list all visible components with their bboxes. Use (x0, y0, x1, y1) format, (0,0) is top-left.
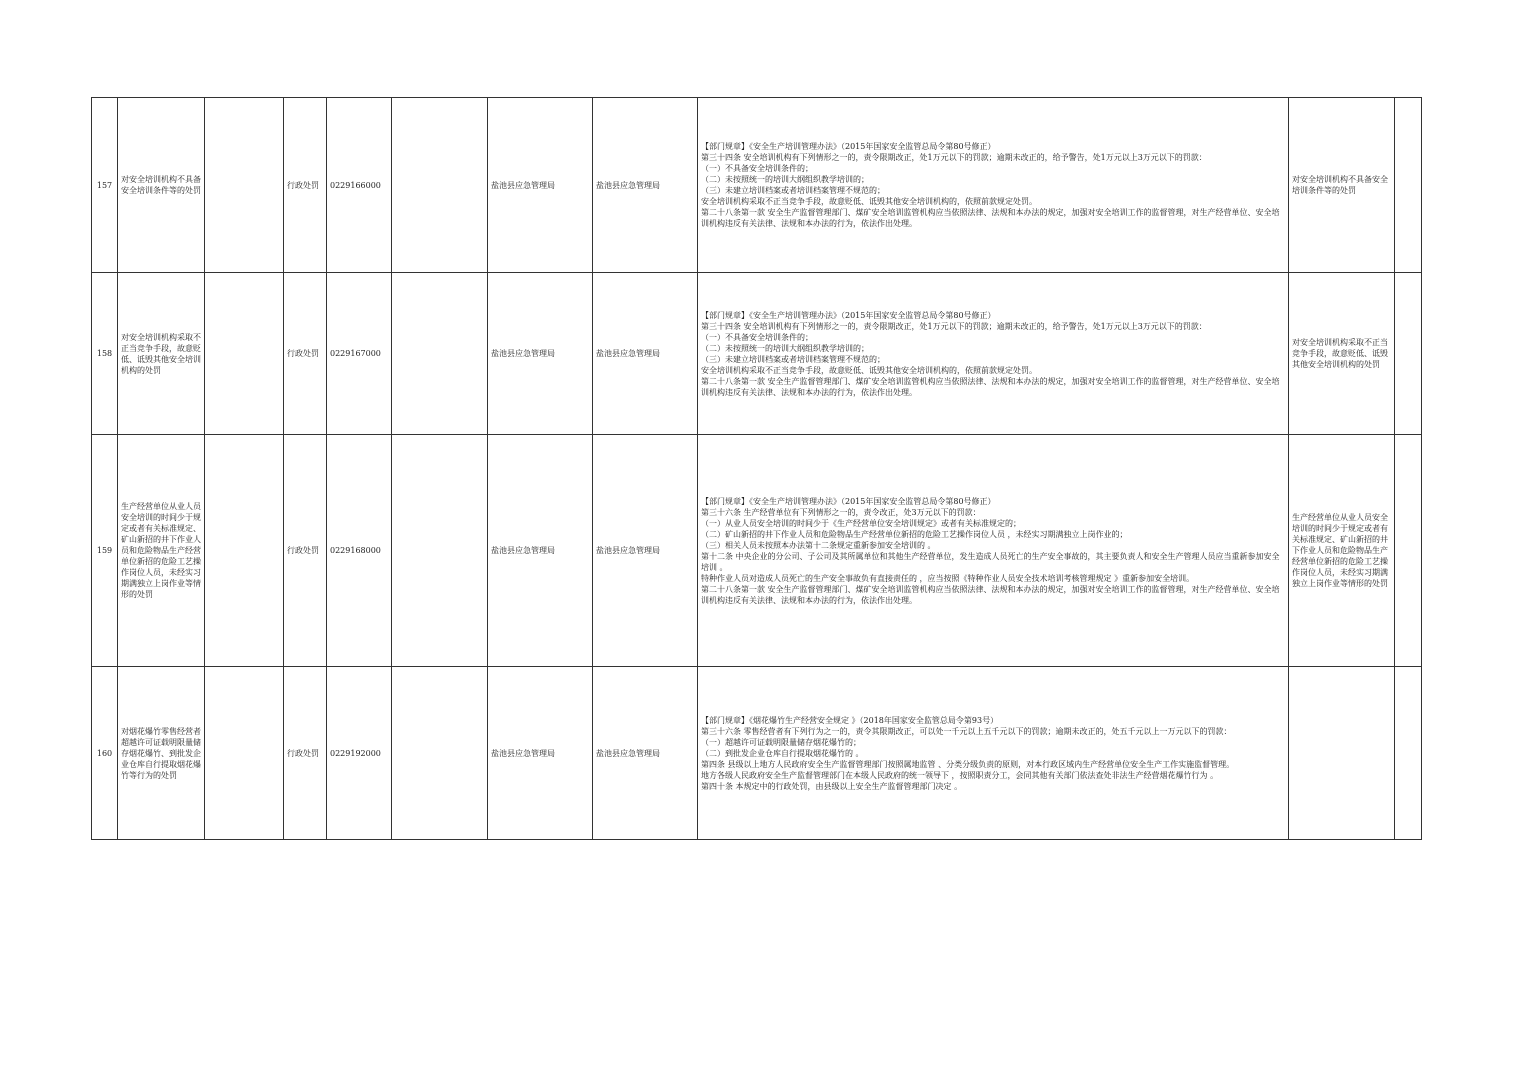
department-cell: 盐池县应急管理局 (488, 98, 593, 273)
empty-cell (205, 435, 284, 667)
item-name-cell: 对烟花爆竹零售经营者超越许可证载明限量储存烟花爆竹、到批发企业仓库自行提取烟花爆竹等行为的处罚 (118, 667, 205, 840)
code-cell: 0229167000 (327, 273, 392, 435)
table-row (92, 98, 1422, 273)
legal-basis-line: 【部门规章】《安全生产培训管理办法》（2015年国家安全监管总局令第80号修正） (701, 496, 996, 506)
item-name-cell: 对安全培训机构采取不正当竞争手段，故意贬低、诋毁其他安全培训机构的处罚 (118, 273, 205, 435)
department-cell: 盐池县应急管理局 (488, 273, 593, 435)
legal-basis-line: （三）相关人员未按照本办法第十二条规定重新参加安全培训的 。 (701, 540, 936, 550)
legal-basis-line: 第三十四条 安全培训机构有下列情形之一的，责令限期改正，处1万元以下的罚款；逾期未改正的，给予警告，处1万元以上3万元以下的罚款： (701, 153, 1207, 162)
legal-basis-line: 第四十条 本规定中的行政处罚，由县级以上安全生产监督管理部门决定 。 (701, 781, 963, 791)
row-number-cell: 159 (92, 435, 118, 667)
legal-basis-line: 第三十四条 安全培训机构有下列情形之一的，责令限期改正，处1万元以下的罚款；逾期未改正的，给予警告，处1万元以上3万元以下的罚款： (701, 321, 1207, 331)
row-number-cell: 158 (92, 273, 118, 435)
code-cell: 0229168000 (327, 435, 392, 667)
empty-cell (205, 98, 284, 273)
code-cell: 0229192000 (327, 667, 392, 840)
type-cell: 行政处罚 (284, 435, 327, 667)
legal-basis-cell (698, 273, 1289, 435)
content-cell: 对安全培训机构不具备安全培训条件等的处罚 (1289, 98, 1395, 273)
empty-cell (392, 98, 488, 273)
empty-cell (205, 273, 284, 435)
content-cell: 生产经营单位从业人员安全培训的时间少于规定或者有关标准规定、矿山新招的井下作业人员和危险物品生产经营单位新招的危险工艺操作岗位人员，未经实习期满独立上岗作业等情形的处罚 (1289, 435, 1395, 667)
legal-basis-line: （二）矿山新招的井下作业人员和危险物品生产经营单位新招的危险工艺操作岗位人员 ，未经实习期满独立上岗作业的； (701, 529, 1128, 539)
empty-cell (1395, 435, 1422, 667)
legal-basis-line: 第二十八条第一款 安全生产监督管理部门、煤矿安全培训监管机构应当依照法律、法规和本办法的规定，加强对安全培训工作的监督管理，对生产经营单位、安全培训机构违反有关法律、法规和本办法的行为，依法作出处理。 (701, 208, 1280, 228)
department-cell: 盐池县应急管理局 (593, 435, 698, 667)
legal-basis-line: （一）不具备安全培训条件的； (701, 332, 813, 342)
table-row (92, 273, 1422, 435)
content-cell (1289, 667, 1395, 840)
legal-basis-line: 安全培训机构采取不正当竞争手段，故意贬低、诋毁其他安全培训机构的，依照前款规定处罚。 (701, 365, 1037, 375)
table-row (92, 435, 1422, 667)
legal-basis-line: 第二十八条第一款 安全生产监督管理部门、煤矿安全培训监管机构应当依照法律、法规和本办法的规定，加强对安全培训工作的监督管理，对生产经营单位、安全培训机构违反有关法律、法规和本办法的行为，依法作出处理。 (701, 584, 1280, 605)
legal-basis-line: 特种作业人员对造成人员死亡的生产安全事故负有直接责任的 ，应当按照《特种作业人员安全技术培训考核管理规定 》重新参加安全培训。 (701, 573, 1195, 583)
empty-cell (1395, 273, 1422, 435)
department-cell: 盐池县应急管理局 (488, 667, 593, 840)
legal-basis-line: （一）不具备安全培训条件的； (701, 164, 813, 173)
legal-basis-line: （二）未按照统一的培训大纲组织教学培训的； (701, 343, 869, 353)
legal-basis-line: 第三十六条 生产经营单位有下列情形之一的，责令改正，处3万元以下的罚款： (701, 507, 981, 517)
legal-basis-line: 【部门规章】《烟花爆竹生产经营安全规定 》（2018年国家安全监管总局令第93号） (701, 715, 999, 725)
legal-basis-line: 【部门规章】《安全生产培训管理办法》（2015年国家安全监管总局令第80号修正） (701, 310, 996, 320)
legal-basis-line: （二）到批发企业仓库自行提取烟花爆竹的 。 (701, 748, 864, 758)
legal-basis-line: （二）未按照统一的培训大纲组织教学培训的； (701, 175, 869, 184)
legal-basis-line: 【部门规章】《安全生产培训管理办法》（2015年国家安全监管总局令第80号修正） (701, 142, 996, 151)
empty-cell (205, 667, 284, 840)
type-cell: 行政处罚 (284, 273, 327, 435)
legal-basis-line: 第二十八条第一款 安全生产监督管理部门、煤矿安全培训监管机构应当依照法律、法规和本办法的规定，加强对安全培训工作的监督管理，对生产经营单位、安全培训机构违反有关法律、法规和本办法的行为，依法作出处理。 (701, 376, 1280, 397)
legal-basis-line: （三）未建立培训档案或者培训档案管理不规范的； (701, 354, 885, 364)
empty-cell (392, 435, 488, 667)
department-cell: 盐池县应急管理局 (488, 435, 593, 667)
item-name-cell: 对安全培训机构不具备安全培训条件等的处罚 (118, 98, 205, 273)
legal-basis-line: 第三十六条 零售经营者有下列行为之一的，责令其限期改正，可以处一千元以上五千元以下的罚款；逾期未改正的，处五千元以上一万元以下的罚款： (701, 726, 1232, 736)
content-cell: 对安全培训机构采取不正当竞争手段，故意贬低、诋毁其他安全培训机构的处罚 (1289, 273, 1395, 435)
row-number-cell: 157 (92, 98, 118, 273)
legal-basis-line: 安全培训机构采取不正当竞争手段，故意贬低、诋毁其他安全培训机构的，依照前款规定处罚。 (701, 197, 1037, 206)
legal-basis-cell (698, 98, 1289, 273)
code-cell: 0229166000 (327, 98, 392, 273)
legal-basis-line: （一）从业人员安全培训的时间少于《生产经营单位安全培训规定》或者有关标准规定的； (701, 518, 1021, 528)
legal-basis-line: （三）未建立培训档案或者培训档案管理不规范的； (701, 186, 885, 195)
type-cell: 行政处罚 (284, 98, 327, 273)
department-cell: 盐池县应急管理局 (593, 273, 698, 435)
table-row (92, 667, 1422, 840)
legal-basis-cell (698, 667, 1289, 840)
empty-cell (392, 667, 488, 840)
empty-cell (1395, 667, 1422, 840)
legal-basis-line: 第十二条 中央企业的分公司、子公司及其所属单位和其他生产经营单位，发生造成人员死亡的生产安全事故的，其主要负责人和安全生产管理人员应当重新参加安全培训 。 (701, 551, 1280, 572)
legal-basis-line: 第四条 县级以上地方人民政府安全生产监督管理部门按照属地监管 、分类分级负责的原则，对本行政区域内生产经营单位安全生产工作实施监督管理。 (701, 759, 1235, 769)
row-number-cell: 160 (92, 667, 118, 840)
item-name-cell: 生产经营单位从业人员安全培训的时间少于规定或者有关标准规定、矿山新招的井下作业人员和危险物品生产经营单位新招的危险工艺操作岗位人员，未经实习期满独立上岗作业等情形的处罚 (118, 435, 205, 667)
table-body (92, 98, 1422, 840)
legal-basis-line: 地方各级人民政府安全生产监督管理部门在本级人民政府的统一领导下 ，按照职责分工，会同其他有关部门依法查处非法生产经营烟花爆竹行为 。 (701, 770, 1219, 780)
department-cell: 盐池县应急管理局 (593, 667, 698, 840)
empty-cell (1395, 98, 1422, 273)
department-cell: 盐池县应急管理局 (593, 98, 698, 273)
empty-cell (392, 273, 488, 435)
legal-basis-cell (698, 435, 1289, 667)
type-cell: 行政处罚 (284, 667, 327, 840)
legal-basis-line: （一）超越许可证载明限量储存烟花爆竹的； (701, 737, 861, 747)
matters-table (91, 97, 1422, 840)
